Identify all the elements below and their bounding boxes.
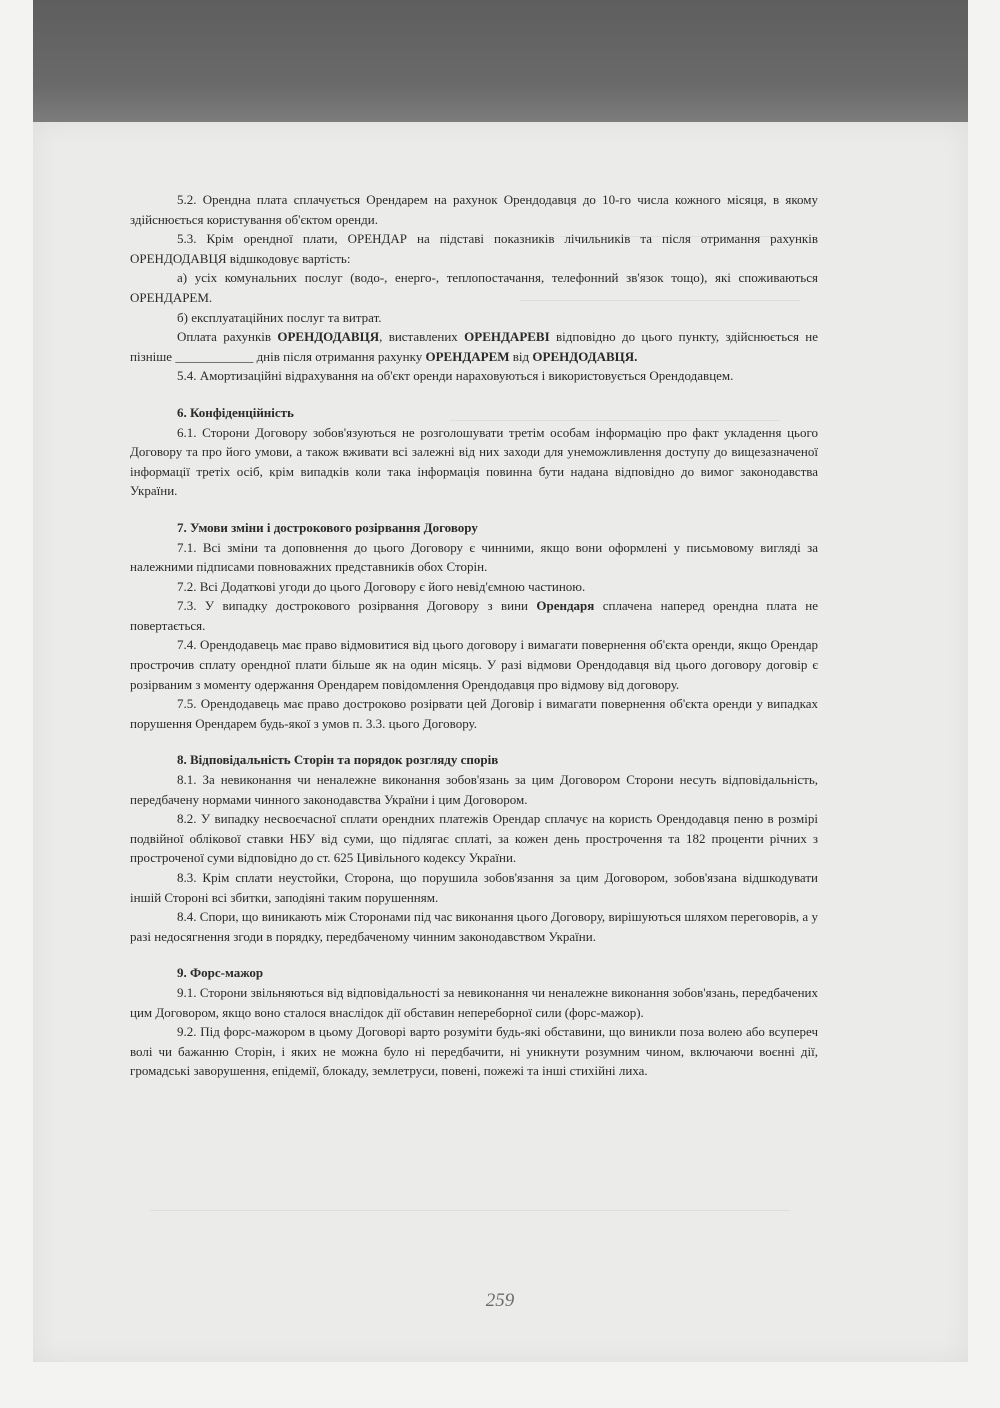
clause-9-2: 9.2. Під форс-мажором в цьому Договорі варто розуміти будь-які обставини, що виникли поза волею або всупереч волі чи бажанню Сторін, і яких не можна було ні передбачити, ні уникнути розумним чином, включаючи воєнні дії, громадські заворушення, епідемії, блокаду, землетруси, повені, пожежі та інші стихійні лиха. (130, 1024, 818, 1079)
clause-8-2: 8.2. У випадку несвоєчасної сплати орендних платежів Орендар сплачує на користь Орендодавця пеню в розмірі подвійної облікової ставки НБУ від суми, що підлягає сплаті, за кожен день прострочення та 182 проценти річних з простроченої суми відповідно до ст. 625 Цивільного кодексу України. (130, 811, 818, 866)
clause-8-1: 8.1. За невиконання чи неналежне виконання зобов'язань за цим Договором Сторони несуть відповідальність, передбачену нормами чинного законодавства України і цим Договором. (130, 772, 818, 807)
clause-8-4: 8.4. Спори, що виникають між Сторонами під час виконання цього Договору, вирішуються шляхом переговорів, а у разі недосягнення згоди в порядку, передбаченому чинним законодавством України. (130, 909, 818, 944)
clause-5-4: 5.4. Амортизаційні відрахування на об'єкт оренди нараховуються і використовується Орендодавцем. (177, 368, 734, 384)
section-7-heading: 7. Умови зміни і дострокового розірвання Договору (177, 519, 478, 535)
clause-7-3: 7.3. У випадку дострокового розірвання Договору з вини Орендаря сплачена наперед орендна плата не повертається. (130, 598, 819, 633)
bleed-through-line (150, 1210, 790, 1211)
clause-5-3: 5.3. Крім орендної плати, ОРЕНДАР на підставі показників лічильників та після отримання рахунків ОРЕНДОДАВЦЯ відшкодовує вартість: (130, 231, 818, 266)
days-blank: ____________ (175, 348, 254, 364)
payment-clause: Оплата рахунків ОРЕНДОДАВЦЯ, виставлених ОРЕНДАРЕВІ відповідно до цього пункту, здійснюється не пізніше ____________ днів після отримання рахунку ОРЕНДАРЕМ від ОРЕНДОДАВЦЯ. (130, 329, 819, 364)
page-number: 259 (485, 1290, 515, 1311)
clause-8-3: 8.3. Крім сплати неустойки, Сторона, що порушила зобов'язання за цим Договором, зобов'язана відшкодувати іншій Стороні всі збитки, заподіяні таким порушенням. (130, 870, 818, 905)
section-8-heading: 8. Відповідальність Сторін та порядок розгляду спорів (177, 752, 499, 768)
clause-7-1: 7.1. Всі зміни та доповнення до цього Договору є чинними, якщо вони оформлені у письмовому вигляді за належними підписами повноважних представників обох Сторін. (130, 539, 818, 575)
clause-5-3-a: а) усіх комунальних послуг (водо-, енерго-, теплопостачання, телефонний зв'язок тощо), які споживаються ОРЕНДАРЕМ. (130, 270, 818, 305)
scanner-shadow-band (33, 0, 968, 122)
section-6-heading: 6. Конфіденційність (177, 404, 294, 420)
section-9-heading: 9. Форс-мажор (177, 965, 264, 981)
clause-5-2: 5.2. Орендна плата сплачується Орендарем на рахунок Орендодавця до 10-го числа кожного місяця, в якому здійснюється користування об'єктом оренди. (130, 192, 818, 227)
clause-5-3-b: б) експлуатаційних послуг та витрат. (177, 309, 382, 325)
clause-7-4: 7.4. Орендодавець має право відмовитися від цього договору і вимагати повернення об'єкта оренди, якщо Орендар прострочив сплату орендної плати більше як на один місяць. У разі відмови Орендодавця від цього договору договір є розірваним з моменту одержання Орендарем повідомлення Орендодавця про відмову від договору. (130, 637, 818, 692)
clause-9-1: 9.1. Сторони звільняються від відповідальності за невиконання чи неналежне виконання зобов'язань, передбачених цим Договором, якщо воно сталося внаслідок дії обставин непереборної сили (форс-мажор). (130, 984, 818, 1020)
clause-7-2: 7.2. Всі Додаткові угоди до цього Договору є його невід'ємною частиною. (177, 578, 586, 594)
clause-7-5: 7.5. Орендодавець має право достроково розірвати цей Договір і вимагати повернення об'єкта оренди у випадках порушення Орендарем будь-якої з умов п. 3.3. цього Договору. (130, 696, 818, 731)
document-body (130, 190, 818, 1081)
clause-6-1: 6.1. Сторони Договору зобов'язуються не розголошувати третім особам інформацію про факт укладення цього Договору та про його умови, а також вживати всі залежні від них заходи для унеможливлення доступу до вищезазначеної інформації третіх осіб, крім випадків коли така інформація повинна бути надана відповідно до вимог законодавства України. (130, 424, 818, 499)
